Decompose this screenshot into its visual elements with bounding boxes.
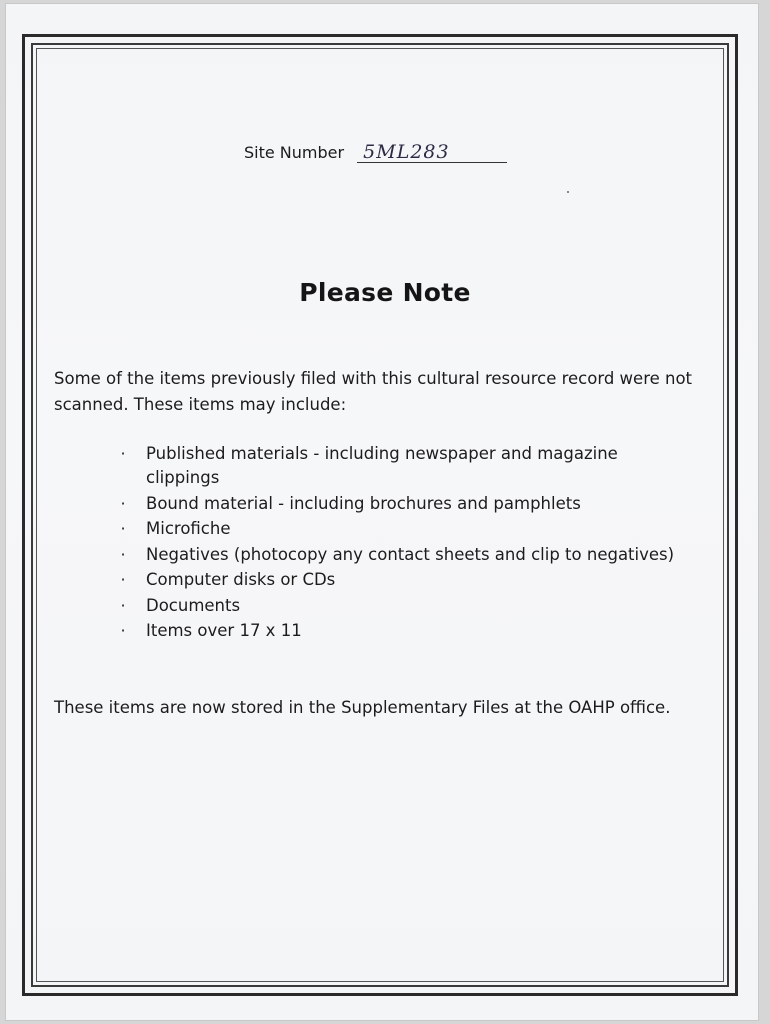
list-item — [116, 594, 676, 618]
scan-speck — [567, 191, 569, 193]
bullet-icon: · — [120, 570, 126, 589]
bullet-icon: · — [120, 519, 126, 538]
site-number-value: 5ML283 — [357, 142, 507, 163]
list-item-text: Computer disks or CDs — [146, 570, 336, 589]
bullet-icon: · — [120, 493, 126, 513]
bullet-icon: · — [120, 595, 126, 615]
list-item — [116, 543, 676, 567]
list-item-text: Published materials - including newspaper and magazine clippings — [146, 444, 618, 487]
bullet-icon: · — [120, 444, 126, 463]
list-item-text: Negatives (photocopy any contact sheets and clip to negatives) — [146, 544, 675, 564]
list-item-text: Documents — [146, 595, 241, 615]
list-item-text: Bound material - including brochures and pamphlets — [146, 493, 581, 513]
list-item-text: Microfiche — [146, 519, 231, 538]
list-item — [116, 442, 676, 490]
item-list — [116, 442, 676, 645]
closing-paragraph: These items are now stored in the Supplementary Files at the OAHP office. — [54, 698, 671, 717]
site-number-label: Site Number — [244, 143, 345, 162]
list-item — [116, 492, 676, 516]
list-item — [116, 619, 676, 643]
list-item — [116, 568, 676, 592]
list-item — [116, 517, 676, 541]
intro-paragraph: Some of the items previously filed with this cultural resource record were not scanned. These items may include: — [54, 369, 693, 414]
page-title: Please Note — [299, 278, 471, 307]
bullet-icon: · — [120, 544, 126, 564]
list-item-text: Items over 17 x 11 — [146, 621, 302, 640]
bullet-icon: · — [120, 621, 126, 640]
site-number-row — [244, 142, 507, 163]
